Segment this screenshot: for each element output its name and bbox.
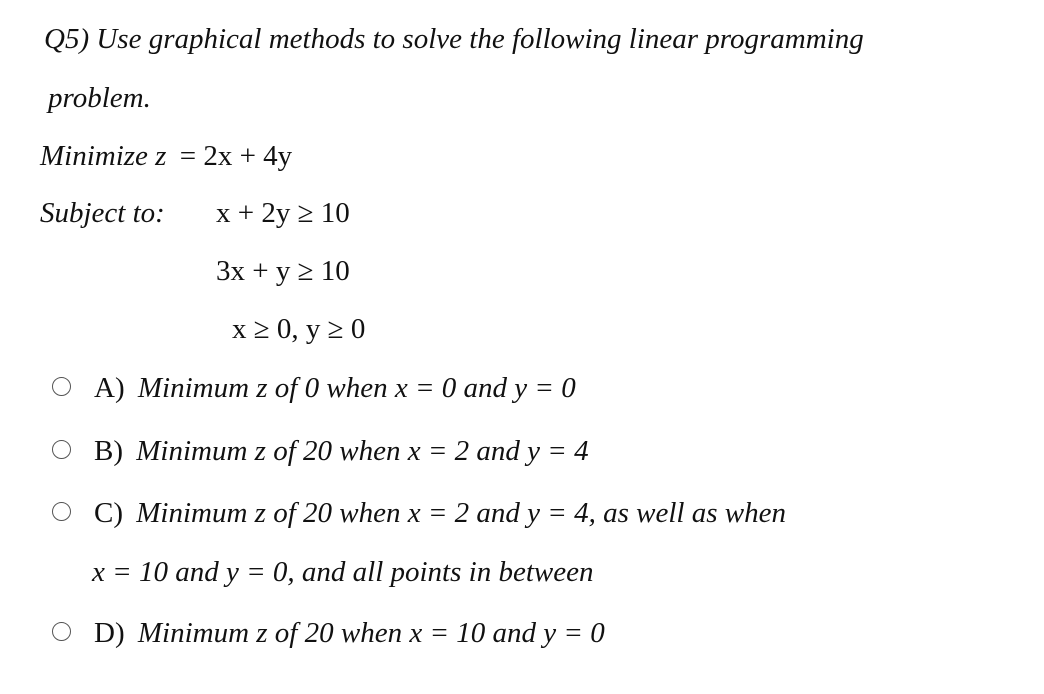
option-a-radio[interactable] — [52, 377, 71, 396]
constraint-3: x ≥ 0, y ≥ 0 — [232, 313, 366, 345]
option-b-letter: B) — [94, 435, 123, 467]
option-c-letter: C) — [94, 497, 123, 529]
option-b-text: Minimum z of 20 when x = 2 and y = 4 — [136, 435, 589, 467]
objective-expression: = 2x + 4y — [179, 140, 293, 172]
option-b-radio[interactable] — [52, 440, 71, 459]
objective-function — [40, 139, 292, 173]
option-c-radio[interactable] — [52, 502, 71, 521]
question-title: Q5) Use graphical methods to solve the following linear programming — [44, 23, 864, 55]
option-c-text: Minimum z of 20 when x = 2 and y = 4, as well as when — [136, 497, 786, 529]
option-a-text: Minimum z of 0 when x = 0 and y = 0 — [137, 372, 576, 404]
option-c-continuation[interactable]: x = 10 and y = 0, and all points in between — [92, 556, 594, 588]
option-a[interactable] — [94, 371, 576, 405]
constraint-1: x + 2y ≥ 10 — [216, 197, 350, 229]
option-d-letter: D) — [94, 617, 125, 649]
constraint-2: 3x + y ≥ 10 — [216, 255, 350, 287]
option-c[interactable] — [94, 496, 786, 530]
option-b[interactable] — [94, 434, 589, 468]
option-d-text: Minimum z of 20 when x = 10 and y = 0 — [137, 617, 605, 649]
option-d[interactable] — [94, 616, 605, 650]
subject-to-label: Subject to: — [40, 197, 165, 229]
objective-label: Minimize z — [40, 140, 167, 172]
question-title-continuation: problem. — [48, 82, 151, 114]
option-a-letter: A) — [94, 372, 125, 404]
option-d-radio[interactable] — [52, 622, 71, 641]
